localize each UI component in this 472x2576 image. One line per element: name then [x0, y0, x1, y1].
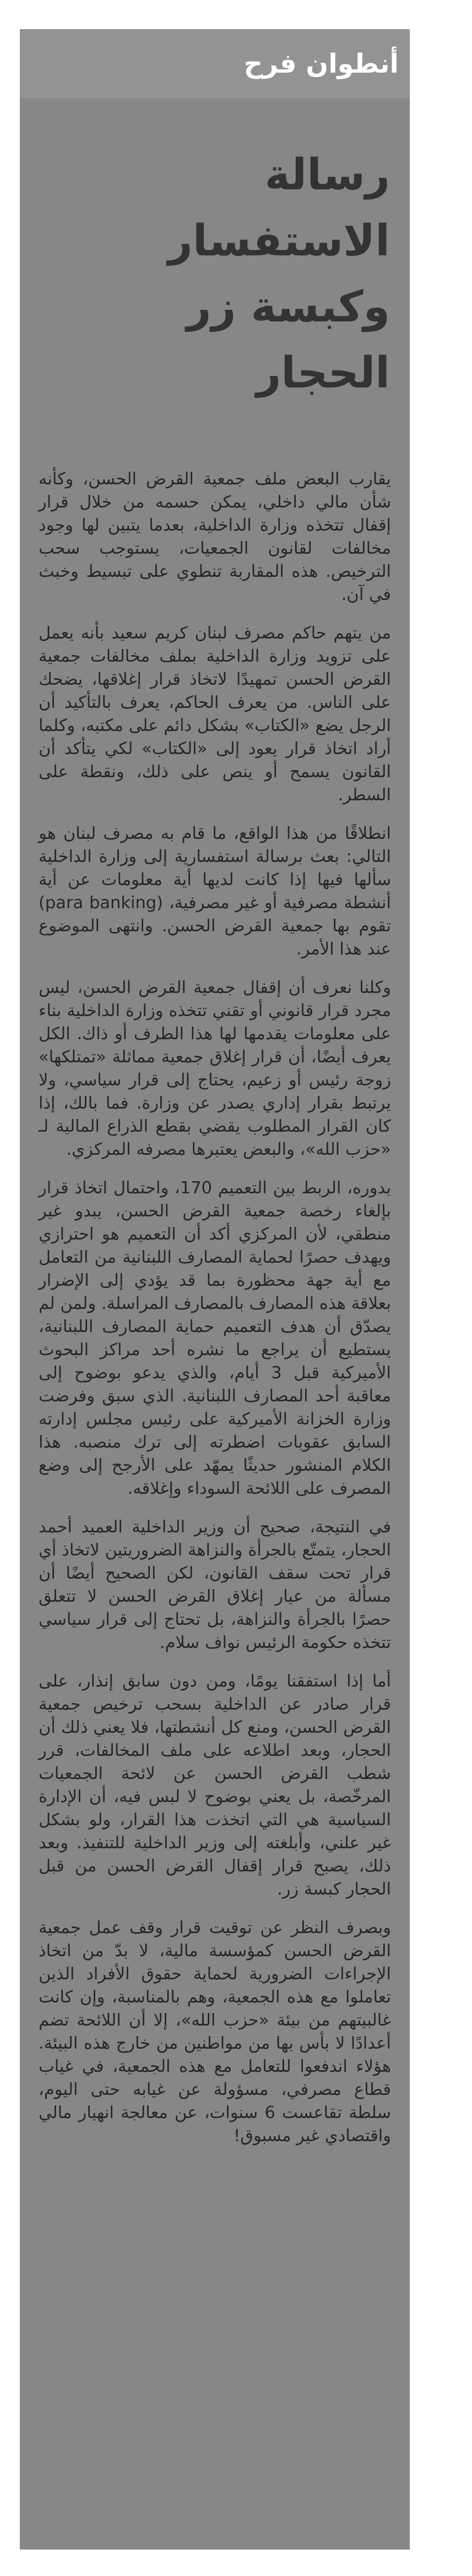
article-body: [39, 468, 391, 2148]
author-header: [20, 29, 410, 98]
author-name: أنطوان فرح: [243, 48, 399, 79]
article-paragraph-8: وبصرف النظر عن توقيت قرار وقف عمل جمعية القرض الحسن كمؤسسة مالية، لا بدّ من اتخاذ الإجراءات الضرورية لحماية حقوق الأفراد الذين تعاملوا مع هذه الجمعية، وهم بالمناسبة، وإن كانت غالبيتهم من بيئة «حزب الله»، إلا أن اللائحة تضم أعدادًا لا بأس بها من مواطنين من خارج هذه البيئة. هؤلاء اندفعوا للتعامل مع هذه الجمعية، في غياب قطاع مصرفي، مسؤولة عن غيابه حتى اليوم، سلطة تقاعست 6 سنوات، عن معالجة انهيار مالي واقتصادي غير مسبوق!: [39, 1918, 391, 2146]
article-page: [20, 29, 410, 2550]
article-paragraph-6: في النتيجة، صحيح أن وزير الداخلية العميد أحمد الحجار، يتمتّع بالجرأة والنزاهة الضروريتين لاتخاذ أي قرار تحت سقف القانون، لكن الصحيح أيضًا أن مسألة من عيار إغلاق القرض الحسن لا تتعلق حصرًا بالجرأة والنزاهة، بل تحتاج إلى قرار سياسي تتخذه حكومة الرئيس نواف سلام.: [39, 1518, 391, 1652]
article-paragraph-1: يقارب البعض ملف جمعية القرض الحسن، وكأنه شأن مالي داخلي، يمكن حسمه من خلال قرار إقفال تتخذه وزارة الداخلية، بعدما يتبين لها وجود مخالفات لقانون الجمعيات، يستوجب سحب الترخيص. هذه المقاربة تنطوي على تبسيط وخبث في آن.: [39, 470, 391, 604]
article-paragraph-3: انطلاقًا من هذا الواقع، ما قام به مصرف لبنان هو التالي: بعث برسالة استفسارية إلى وزارة الداخلية سألها فيها إذا كانت لديها أية معلومات عن أية أنشطة مصرفية أو غير مصرفية، (para banking) تقوم بها جمعية القرض الحسن. وانتهى الموضوع عند هذا الأمر.: [39, 824, 391, 959]
article-paragraph-7: أما إذا استفقنا يومًا، ومن دون سابق إنذار، على قرار صادر عن الداخلية بسحب ترخيص جمعية القرض الحسن، ومنع كل أنشطتها، فلا يعني ذلك أن الحجار، وبعد اطلاعه على ملف المخالفات، قرر شطب القرض الحسن عن لائحة الجمعيات المرخّصة، بل يعني بوضوح لا لبس فيه، أن الإدارة السياسية هي التي اتخذت هذا القرار، ولو بشكل غير علني، وأبلغته إلى وزير الداخلية للتنفيذ. وبعد ذلك، يصبح قرار إقفال القرض الحسن من قبل الحجار كبسة زر.: [39, 1672, 391, 1899]
article-headline: رسالة الاستفسار وكبسة زر الحجار: [167, 150, 390, 398]
article-paragraph-4: وكلنا نعرف أن إقفال جمعية القرض الحسن، ليس مجرد قرار قانوني أو تقني تتخذه وزارة الداخلية بناء على معلومات يقدمها لها هذا الطرف أو ذاك. الكل يعرف أيضًا، أن قرار إغلاق جمعية مماثلة «تمتلكها» زوجة رئيس أو زعيم، يحتاج إلى قرار سياسي، ولا يرتبط بقرار إداري يصدر عن وزارة. فما بالك، إذا كان القرار المطلوب يقضي بقطع الذراع المالية لـ «حزب الله»، والبعض يعتبرها مصرفه المركزي.: [39, 978, 391, 1159]
article-paragraph-5: بدوره، الربط بين التعميم 170، واحتمال اتخاذ قرار بإلغاء رخصة جمعية القرض الحسن، يبدو غير منطقي، لأن المركزي أكد أن التعميم هو احترازي ويهدف حصرًا لحماية المصارف اللبنانية من التعامل مع أية جهة محظورة بما قد يؤدي إلى الإضرار بعلاقة هذه المصارف بالمصارف المراسلة. ولمن لم يصدّق أن هدف التعميم حماية المصارف اللبنانية، يستطيع أن يراجع ما نشره أحد مراكز البحوث الأميركية قبل 3 أيام، والذي يدعو بوضوح إلى معاقبة أحد المصارف اللبنانية. الذي سبق وفرضت وزارة الخزانة الأميركية على رئيس مجلس إدارته السابق عقوبات اضطرته إلى ترك منصبه. هذا الكلام المنشور حديثًا يمهّد على الأرجح إلى وضع المصرف على اللائحة السوداء وإغلاقه.: [39, 1178, 391, 1498]
article-paragraph-2: من يتهم حاكم مصرف لبنان كريم سعيد بأنه يعمل على تزويد وزارة الداخلية بملف مخالفات جمعية القرض الحسن تمهيدًا لاتخاذ قرار إغلاقها، يضحك على الناس. من يعرف الحاكم، يعرف بالتأكيد أن الرجل يضع «الكتاب» بشكل دائم على مكتبه، وكلما أراد اتخاذ قرار يعود إلى «الكتاب» لكي يتأكد أن القانون يسمح أو ينص على ذلك، ونقطة على السطر.: [39, 624, 391, 805]
